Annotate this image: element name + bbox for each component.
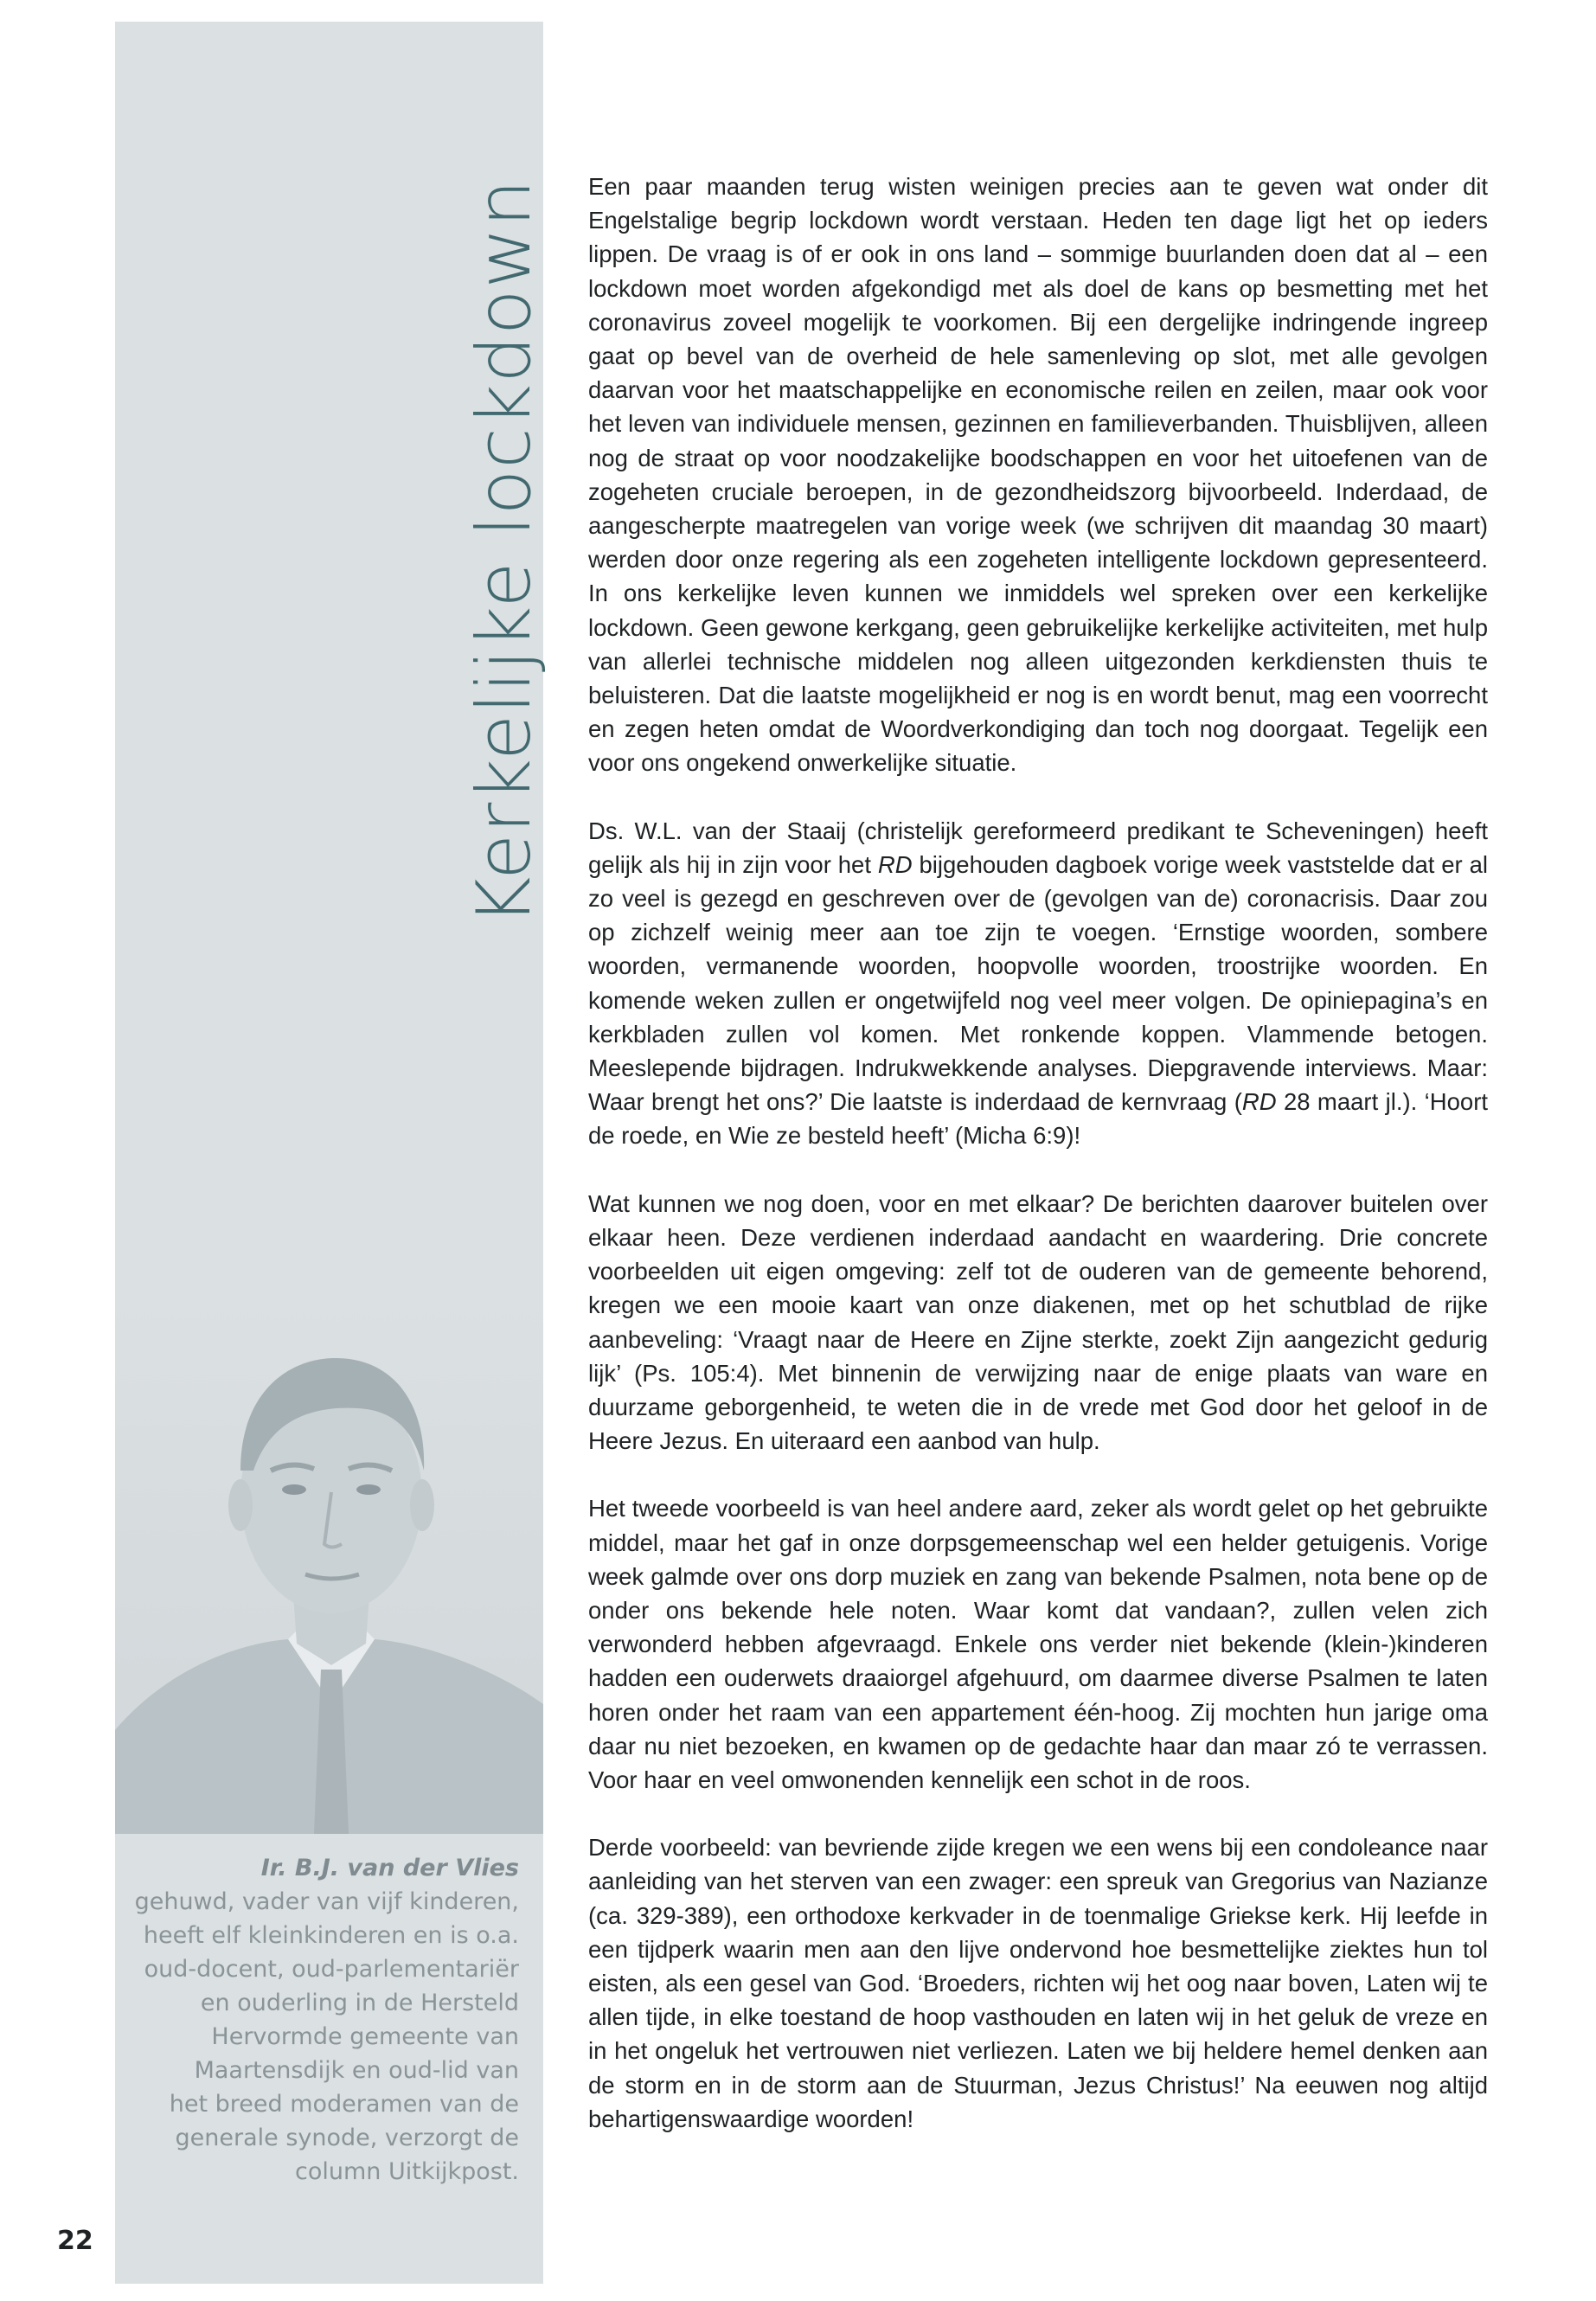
bio-line: generale synode, verzorgt de (175, 2125, 519, 2151)
bio-line: Hervormde gemeente van (211, 2023, 519, 2050)
article-body (588, 170, 1488, 2170)
paragraph-2-text-c: 28 maart jl.). ‘Hoort de roede, en Wie ze besteld heeft’ (Micha 6:9)! (588, 1088, 1488, 1150)
page-number: 22 (57, 2226, 93, 2256)
paragraph-2-text-b: bijgehouden dagboek vorige week vaststelde dat er al zo veel is gezegd en geschreven over de (gevolgen van de) coronacrisis. Daar zou op zichzelf weinig meer aan toe zijn te voegen. ‘Ernstige woorden, sombere woorden, vermanende woorden, hoopvolle woorden, troostrijke woorden. En komende weken zullen er ongetwijfeld nog veel meer volgen. De opiniepagina’s en kerkbladen zullen vol komen. Met ronkende koppen. Vlammende betogen. Meeslepende bijdragen. Indrukwekkende analyses. Diepgravende interviews. Maar: Waar brengt het ons?’ Die laatste is inderdaad de kernvraag ( (588, 850, 1488, 1116)
paragraph-2 (588, 814, 1488, 1153)
page-title: Kerkelijke lockdown (461, 178, 548, 926)
bio-line: column Uitkijkpost. (295, 2158, 519, 2185)
title-area (115, 22, 548, 973)
author-photo (115, 1298, 543, 1834)
rd-abbreviation: RD (1241, 1088, 1277, 1116)
author-name: Ir. B.J. van der Vlies (260, 1855, 519, 1881)
paragraph-4: Het tweede voorbeeld is van heel andere aard, zeker als wordt gelet op het gebruikte middel, maar het gaf in onze dorpsgemeenschap wel een helder getuigenis. Vorige week galmde over ons dorp muziek en zang van bekende Psalmen, nota bene op de onder ons bekende hele noten. Waar komt dat vandaan?, zullen velen zich verwonderd hebben afgevraagd. Enkele ons verder niet bekende (klein-)kinderen hadden een ouderwets draaiorgel afgehuurd, om daarmee diverse Psalmen te laten horen onder het raam van een appartement één-hoog. Zij mochten hun jarige oma daar nu niet bezoeken, en kwamen op de gedachte haar dan maar zó te verrassen. Voor haar en veel omwonenden kennelijk een schot in de roos. (588, 1495, 1488, 1793)
paragraph-1: Een paar maanden terug wisten weinigen precies aan te geven wat onder dit Engelstalige begrip lockdown wordt verstaan. Heden ten dage ligt het op ieders lippen. De vraag is of er ook in ons land – sommige buurlanden doen dat al – een lockdown moet worden afgekondigd met als doel de kans op besmetting met het coronavirus zoveel mogelijk te voorkomen. Bij een dergelijke indringende ingreep gaat op bevel van de overheid de hele samenleving op slot, met alle gevolgen daarvan voor het maatschappelijke en economische reilen en zeilen, maar ook voor het leven van individuele mensen, gezinnen en familieverbanden. Thuisblijven, alleen nog de straat op voor noodzakelijke boodschappen en voor het uitoefenen van de zogeheten cruciale beroepen, in de gezondheidszorg bijvoorbeeld. Inderdaad, de aangescherpte maatregelen van vorige week (we schrijven dit maandag 30 maart) werden door onze regering als een zogeheten intelligente lockdown gepresenteerd. In ons kerkelijke leven kunnen we inmiddels wel spreken over een kerkelijke lockdown. Geen gewone kerkgang, geen gebruikelijke kerkelijke activiteiten, met hulp van allerlei technische middelen nog alleen uitgezonden kerkdiensten thuis te beluisteren. Dat die laatste mogelijkheid er nog is en wordt benut, mag een voorrecht en zegen heten omdat de Woordverkondiging dan toch nog doorgaat. Tegelijk een voor ons ongekend onwerkelijke situatie. (588, 173, 1488, 777)
bio-line: gehuwd, vader van vijf kinderen, (134, 1888, 519, 1915)
author-bio (130, 1851, 519, 2189)
bio-line: heeft elf kleinkinderen en is o.a. (143, 1922, 519, 1949)
paragraph-3: Wat kunnen we nog doen, voor en met elkaar? De berichten daarover buitelen over elkaar heen. Deze verdienen inderdaad aandacht en waardering. Drie concrete voorbeelden uit eigen omgeving: zelf tot de ouderen van de gemeente behorend, kregen we een mooie kaart van onze diakenen, met op het schutblad de rijke aanbeveling: ‘Vraagt naar de Heere en Zijne sterkte, zoekt Zijn aangezicht gedurig lijk’ (Ps. 105:4). Met binnenin de verwijzing naar de enige plaats van ware en duurzame geborgenheid, te weten die in de vrede met God door het geloof in de Heere Jezus. En uiteraard een aanbod van hulp. (588, 1189, 1488, 1455)
paragraph-2-text-a: Ds. W.L. van der Staaij (christelijk gereformeerd predikant te Scheveningen) heeft gelijk als hij in zijn voor het (588, 817, 1488, 878)
rd-abbreviation: RD (877, 850, 913, 878)
bio-line: en ouderling in de Hersteld (200, 1990, 519, 2016)
paragraph-5: Derde voorbeeld: van bevriende zijde kregen we een wens bij een condoleance naar aanleiding van het sterven van een zwager: een spreuk van Gregorius van Nazianze (ca. 329-389), een orthodoxe kerkvader in de toenmalige Griekse kerk. Hij leefde in een tijdperk waarin men aan den lijve ondervond hoe besmettelijke ziektes hun tol eisten, als een gesel van God. ‘Broeders, richten wij het oog naar boven, Laten wij te allen tijde, in elke toestand de hoop vasthouden en laten wij in het geluk de vreze en in het ongeluk het vertrouwen niet verliezen. Laten we bij heldere hemel denken aan de storm en in de storm aan de Stuurman, Jezus Christus!’ Na eeuwen nog altijd behartigenswaardige woorden! (588, 1834, 1488, 2132)
bio-line: Maartensdijk en oud-lid van (194, 2057, 519, 2084)
bio-line: het breed moderamen van de (169, 2091, 519, 2118)
bio-line: oud-docent, oud-parlementariër (144, 1956, 519, 1983)
